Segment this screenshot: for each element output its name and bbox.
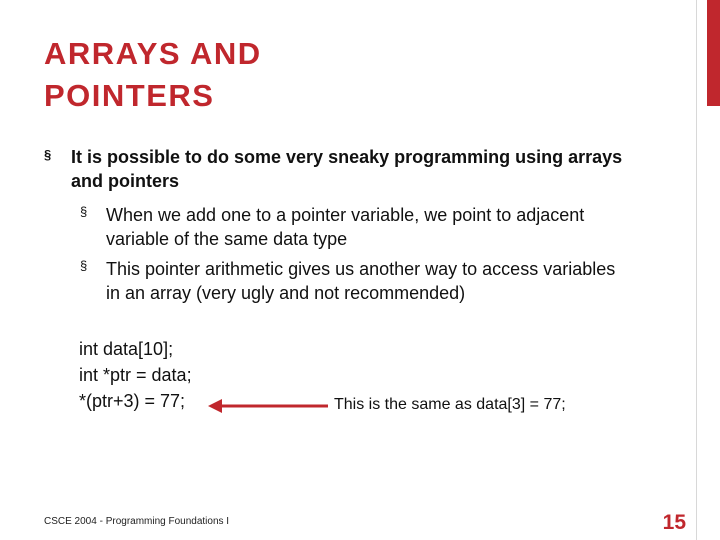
annotation-note: This is the same as data[3] = 77; [334,396,566,413]
sub-bullet-text: When we add one to a pointer variable, we point to adjacent variable of the same data type [106,205,585,249]
bullet-marker-icon: § [80,204,88,219]
sub-bullet-text: This pointer arithmetic gives us another way to access variables in an array (very ugly and not recommended) [106,259,616,303]
code-line-3: *(ptr+3) = 77; [79,391,186,411]
edge-divider-line [696,0,697,540]
footer-text: CSCE 2004 - Programming Foundations I [44,516,230,527]
bullet-marker-icon: § [44,147,52,162]
arrow-head [208,399,222,413]
code-line-1: int data[10]; [79,339,174,359]
code-line-2: int *ptr = data; [79,365,192,385]
code-example [79,336,192,414]
slide-title [44,33,644,117]
main-bullet-text: It is possible to do some very sneaky programming using arrays and pointers [71,147,623,191]
accent-bar [707,0,720,106]
title-line-2: POINTERS [44,78,215,113]
left-arrow-icon [208,396,328,416]
title-line-1: ARRAYS AND [44,36,262,71]
bullet-marker-icon: § [80,258,88,273]
page-number: 15 [662,511,686,534]
